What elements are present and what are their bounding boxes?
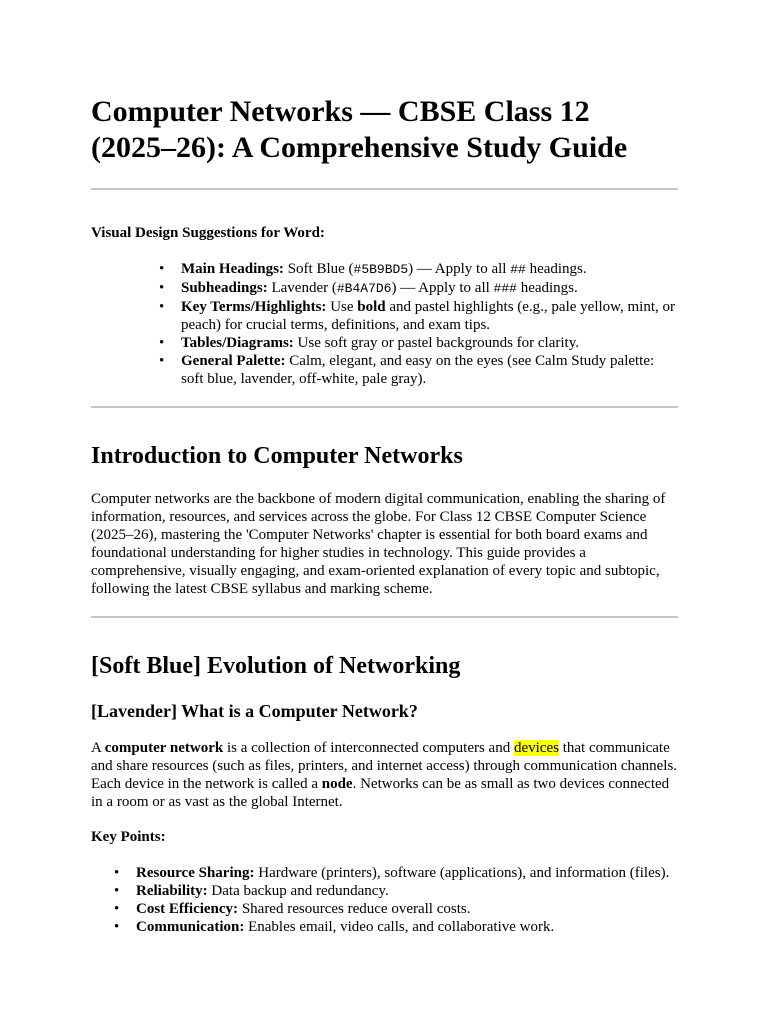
- subheading-what-is-network: [Lavender] What is a Computer Network?: [91, 701, 418, 721]
- design-suggestions-list: [91, 260, 678, 388]
- list-item: • Subheadings: Lavender (#B4A7D6) — Apply to all ### headings.: [181, 279, 678, 298]
- divider: [91, 406, 678, 408]
- key-points-heading: Key Points:: [91, 829, 166, 845]
- design-suggestions-heading: Visual Design Suggestions for Word:: [91, 225, 325, 241]
- highlighted-term: devices: [513, 740, 559, 756]
- list-item: • General Palette: Calm, elegant, and easy on the eyes (see Calm Study palette: soft blue, lavender, off-white, pale gray).: [181, 352, 678, 388]
- list-item: • Cost Efficiency: Shared resources reduce overall costs.: [136, 900, 678, 918]
- section-heading-introduction: Introduction to Computer Networks: [91, 443, 463, 469]
- document-title: Computer Networks — CBSE Class 12 (2025–26): A Comprehensive Study Guide: [91, 95, 628, 164]
- section-heading-evolution: [Soft Blue] Evolution of Networking: [91, 653, 461, 679]
- list-item: • Resource Sharing: Hardware (printers), software (applications), and information (files).: [136, 864, 678, 882]
- list-item: • Tables/Diagrams: Use soft gray or pastel backgrounds for clarity.: [181, 334, 678, 352]
- list-item: • Reliability: Data backup and redundancy.: [136, 882, 678, 900]
- divider: [91, 188, 678, 190]
- introduction-paragraph: Computer networks are the backbone of modern digital communication, enabling the sharing of information, resources, and services across the globe. For Class 12 CBSE Computer Science (2025–26), mastering the 'Computer Networks' chapter is essential for both board exams and foundational understanding for higher studies in technology. This guide provides a comprehensive, visually engaging, and exam-oriented explanation of every topic and subtopic, following the latest CBSE syllabus and marking scheme.: [91, 491, 666, 597]
- list-item: • Communication: Enables email, video calls, and collaborative work.: [136, 918, 678, 936]
- key-points-list: [91, 864, 678, 936]
- list-item: • Main Headings: Soft Blue (#5B9BD5) — Apply to all ## headings.: [181, 260, 678, 279]
- divider: [91, 616, 678, 618]
- list-item: • Key Terms/Highlights: Use bold and pastel highlights (e.g., pale yellow, mint, or peach) for crucial terms, definitions, and exam tips.: [181, 298, 678, 334]
- definition-paragraph: A computer network is a collection of interconnected computers and devices that communicate and share resources (such as files, printers, and internet access) through communication channels. Each device in the network is called a node. Networks can be as small as two devices connected in a room or as vast as the global Internet.: [91, 740, 678, 810]
